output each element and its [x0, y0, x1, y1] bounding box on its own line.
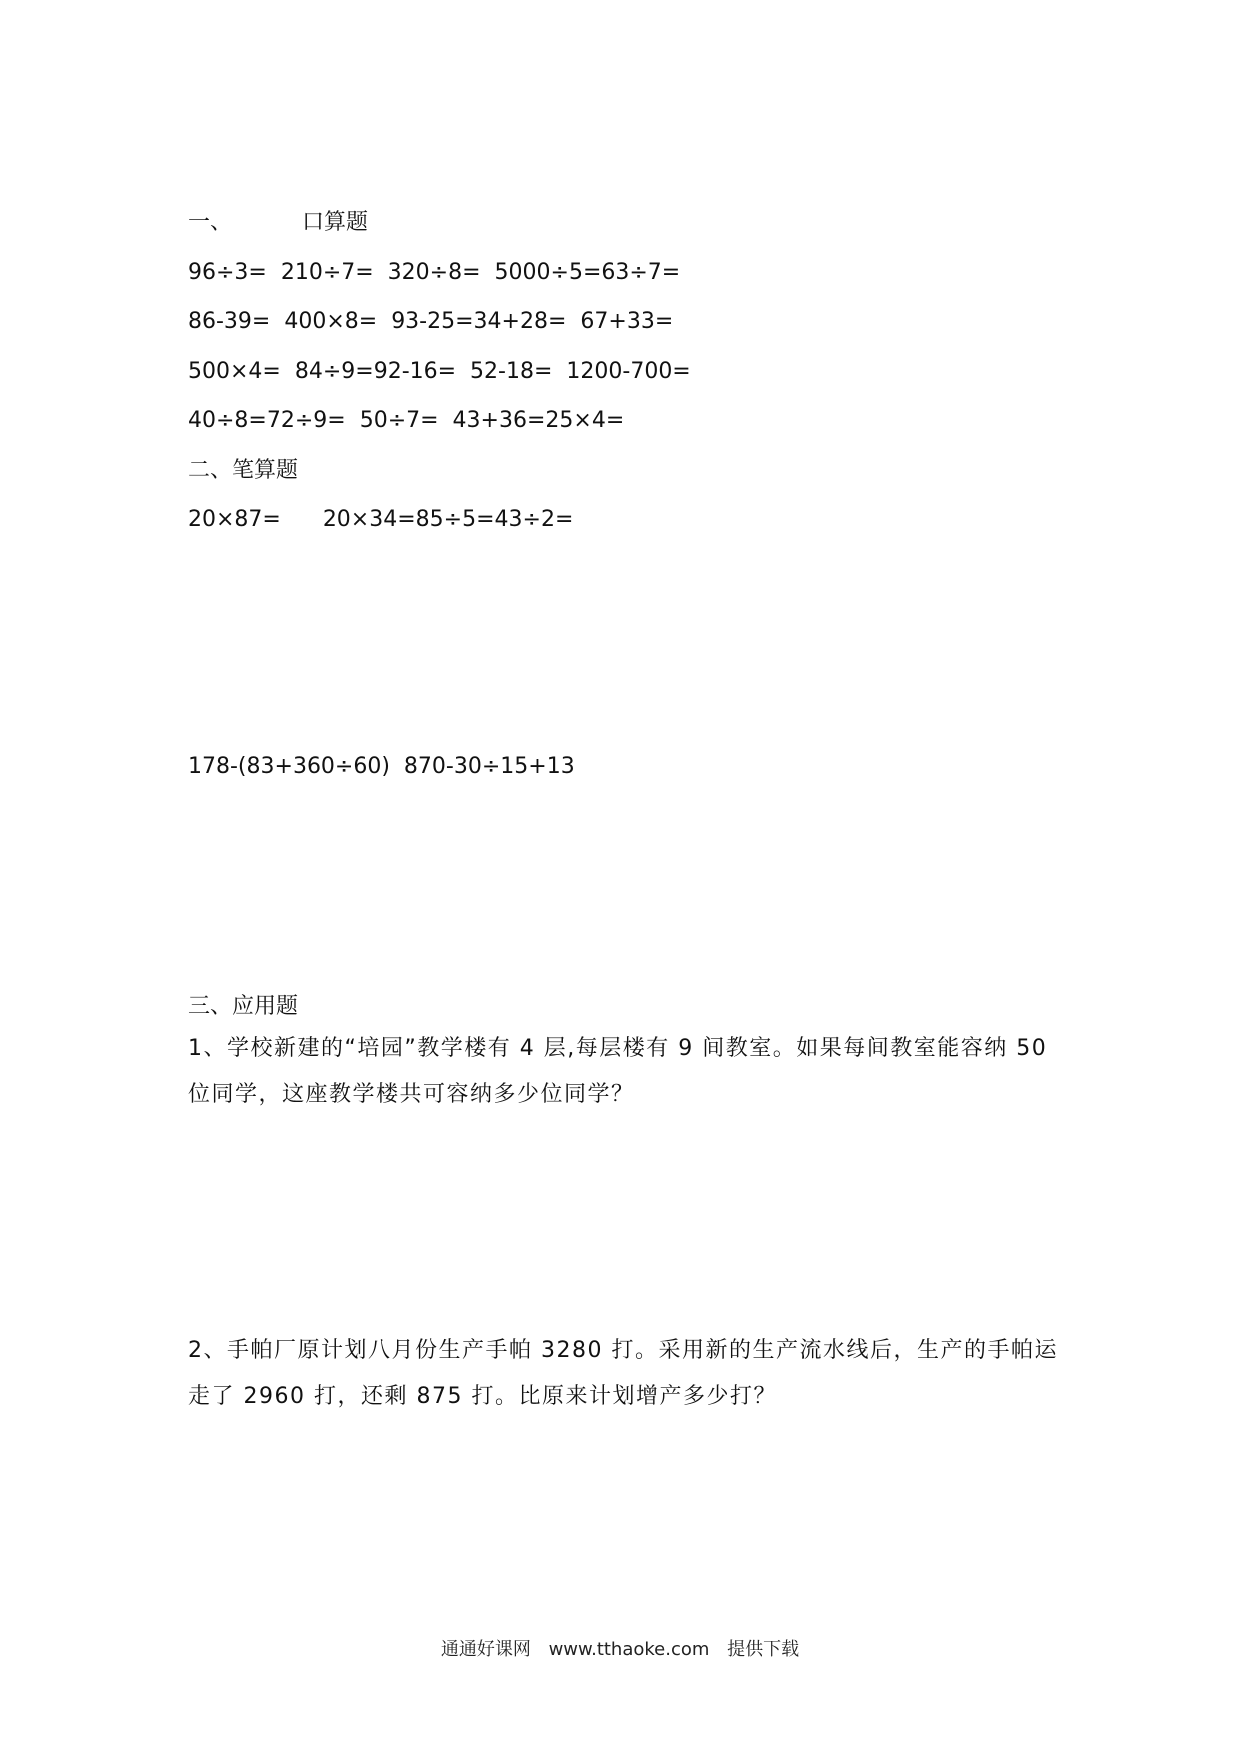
written-row-2: 178-(83+360÷60) 870-30÷15+13	[188, 754, 575, 779]
section1-heading	[188, 208, 368, 238]
footer-url[interactable]: www.tthaoke.com	[548, 1639, 710, 1660]
oral-row-2: 86-39= 400×8= 93-25=34+28= 67+33=	[188, 309, 674, 334]
section1-title: 口算题	[302, 210, 369, 235]
footer-site-name: 通通好课网	[440, 1639, 531, 1660]
footer	[0, 1638, 1240, 1662]
oral-row-3: 500×4= 84÷9=92-16= 52-18= 1200-700=	[188, 359, 691, 384]
written-row-1: 20×87= 20×34=85÷5=43÷2=	[188, 507, 574, 532]
section2-heading: 二、笔算题	[188, 458, 299, 483]
word-problem-2: 2、手帕厂原计划八月份生产手帕 3280 打。采用新的生产流水线后，生产的手帕运走了 2960 打，还剩 875 打。比原来计划增产多少打？	[188, 1338, 1058, 1409]
section3-heading: 三、应用题	[188, 994, 299, 1019]
section1-number: 一、	[188, 210, 233, 235]
oral-row-1: 96÷3= 210÷7= 320÷8= 5000÷5=63÷7=	[188, 260, 681, 285]
oral-row-4: 40÷8=72÷9= 50÷7= 43+36=25×4=	[188, 408, 625, 433]
footer-suffix: 提供下载	[727, 1639, 800, 1660]
word-problem-1: 1、学校新建的“培园”教学楼有 4 层,每层楼有 9 间教室。如果每间教室能容纳 50 位同学，这座教学楼共可容纳多少位同学？	[188, 1036, 1048, 1107]
